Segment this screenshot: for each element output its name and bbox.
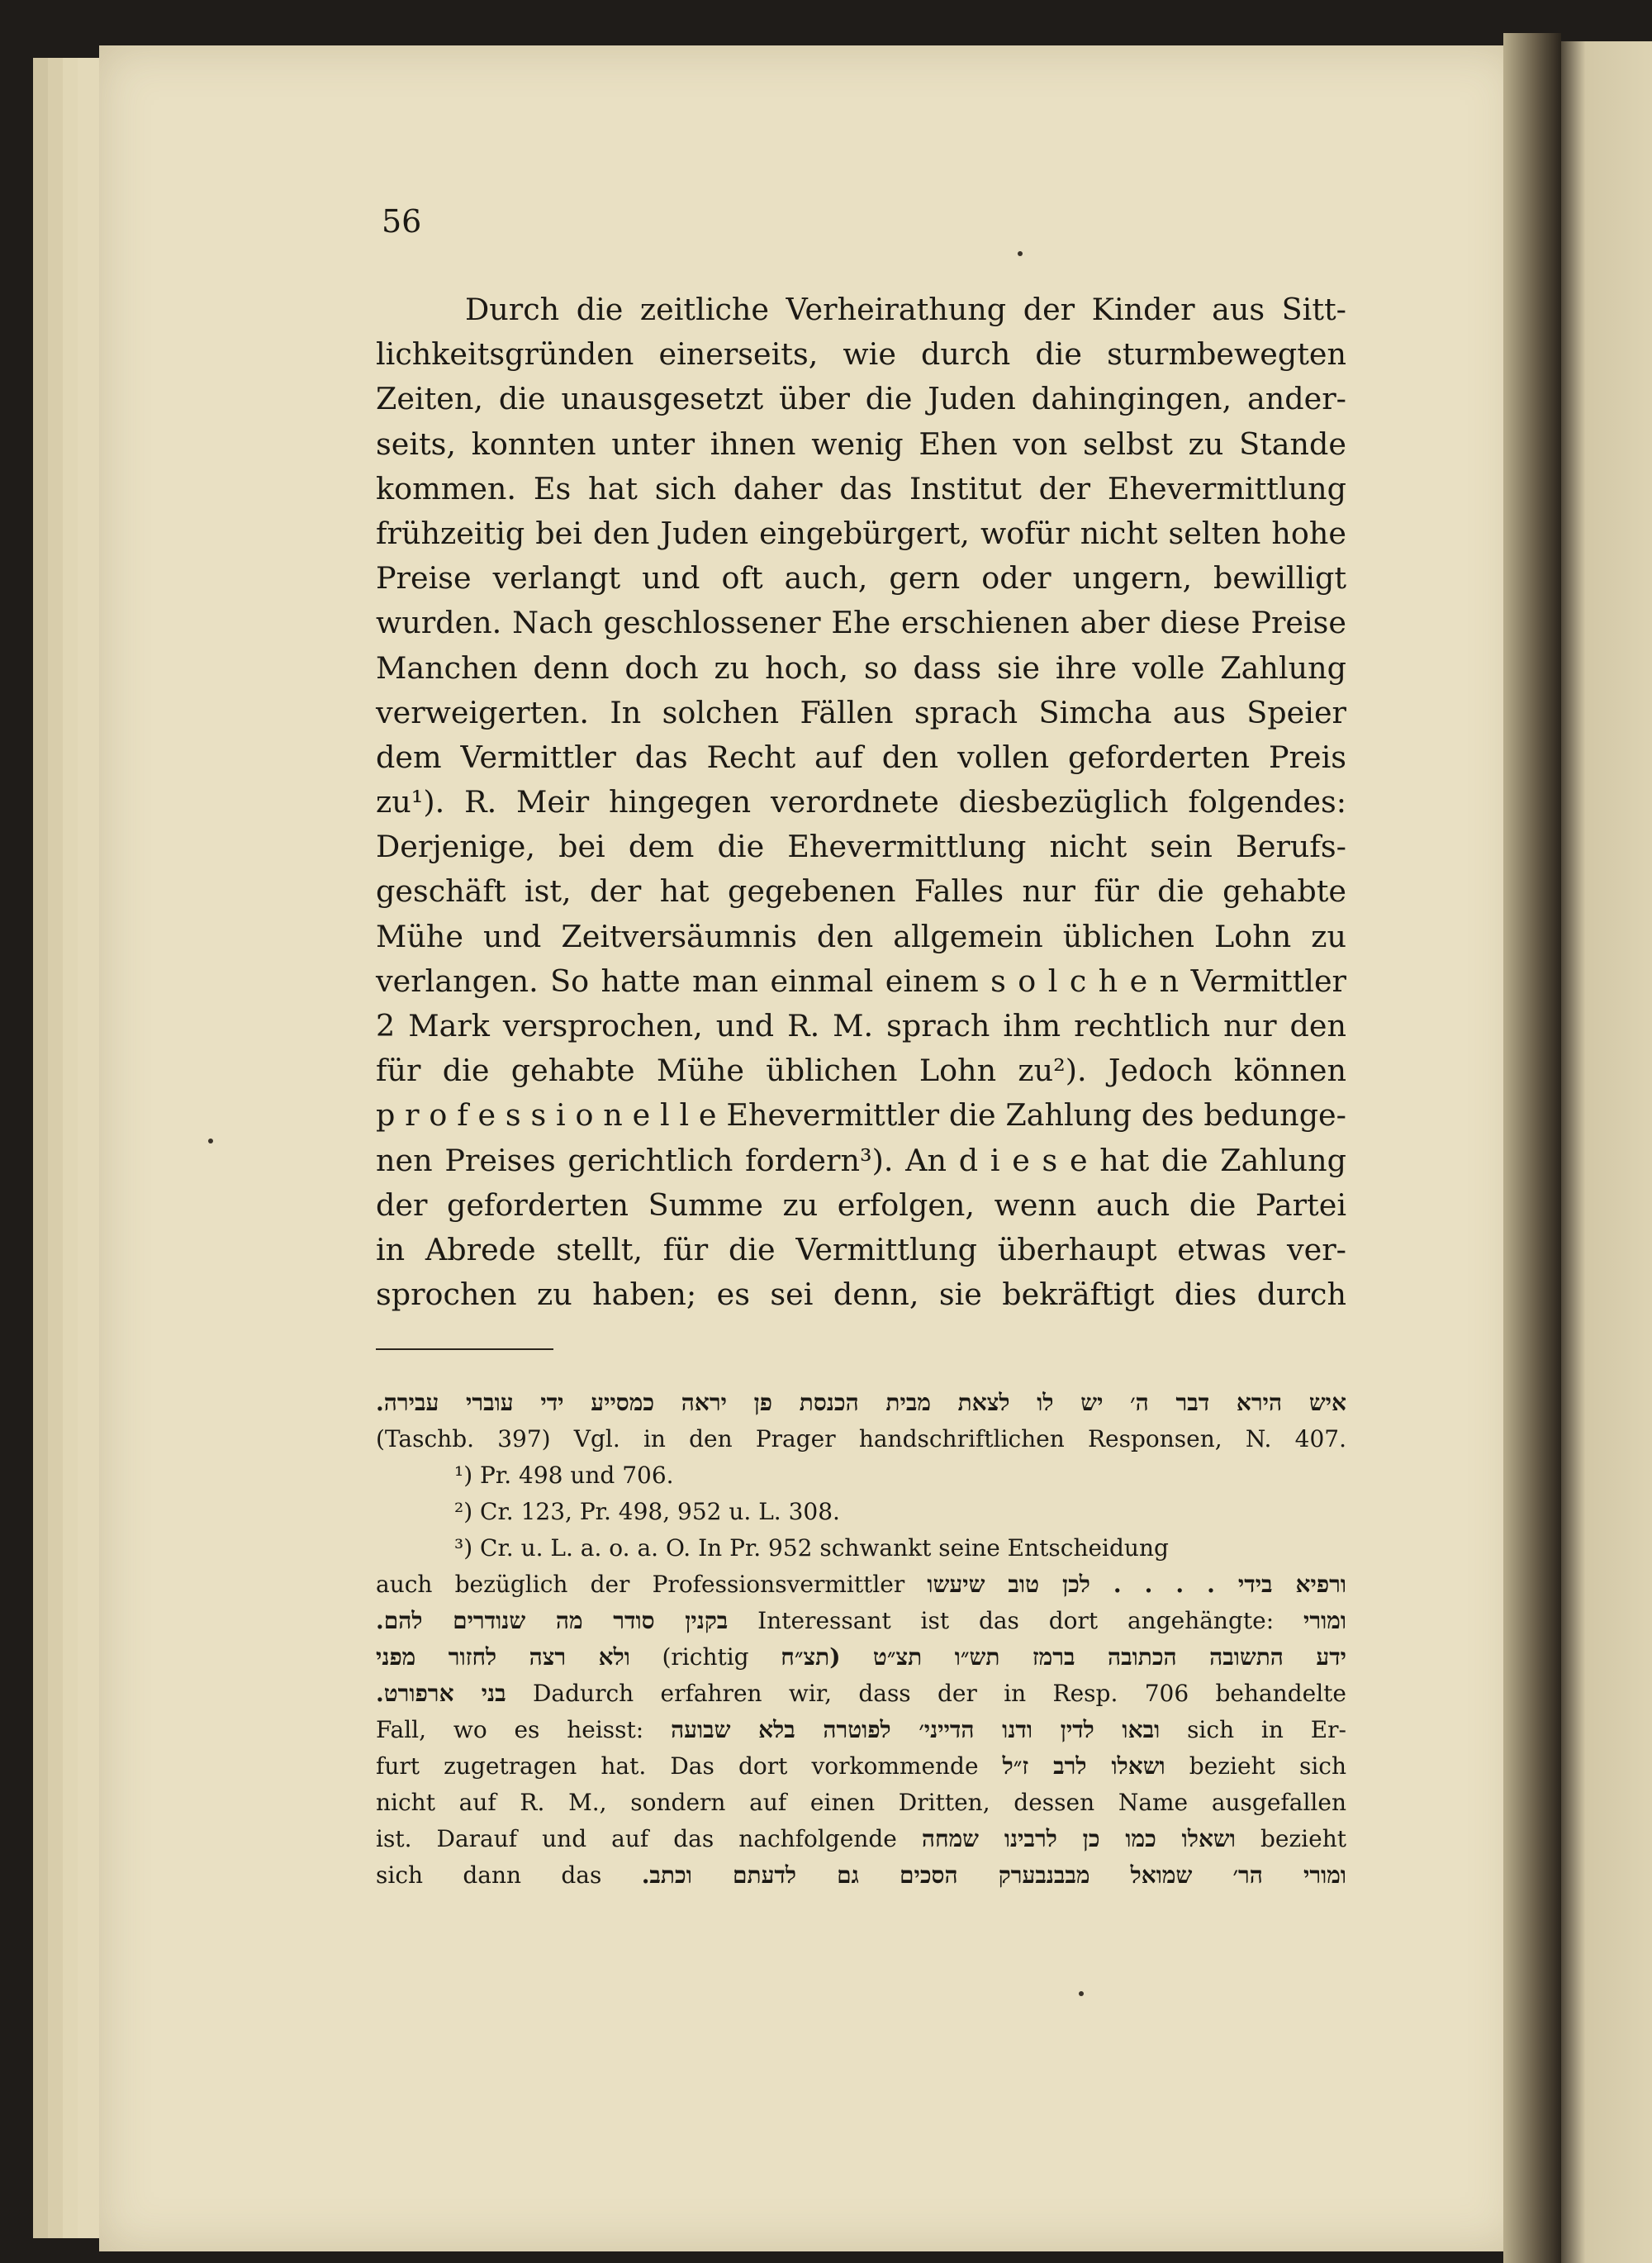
hebrew-text: ולא רצה לחזור מפני: [376, 1643, 630, 1671]
footnote-line: [376, 1821, 1346, 1857]
german-text: ist. Darauf und auf das nachfolgende: [376, 1825, 897, 1852]
footnote-line: [376, 1603, 1346, 1639]
text-line: frühzeitig bei den Juden eingebürgert, wofür nicht selten hohe: [376, 515, 1346, 551]
german-text: (richtig: [662, 1643, 749, 1671]
footnote-line: [376, 1567, 1346, 1603]
hebrew-text: בקנין סודר מה שנודרים להם.: [376, 1607, 729, 1634]
footnote-3: ³) Cr. u. L. a. o. a. O. In Pr. 952 schwankt seine Entscheidung: [454, 1534, 1169, 1562]
footnote-line: [376, 1748, 1346, 1785]
german-text: auch bezüglich der Professionsvermittler: [376, 1571, 905, 1598]
german-text: sich dann das: [376, 1861, 602, 1889]
hebrew-text: ומורי הר׳ שמואל מבבנבערק הסכים גם לדעתם וכתב.: [641, 1861, 1347, 1889]
text-line: der geforderten Summe zu erfolgen, wenn auch die Partei: [376, 1186, 1346, 1223]
hebrew-text: בני ארפורט.: [376, 1680, 506, 1707]
text-line: Manchen denn doch zu hoch, so dass sie ihre volle Zahlung: [376, 649, 1346, 686]
print-speck: [208, 1139, 213, 1143]
hebrew-text: ורפיא בידי . . . . לכן טוב שיעשו: [927, 1571, 1346, 1598]
text-line: p r o f e s s i o n e l l e Ehevermittler die Zahlung des bedunge-: [376, 1097, 1346, 1134]
footnote-line: [376, 1712, 1346, 1748]
footnote-line: [376, 1639, 1346, 1676]
text-line: sprochen zu haben; es sei denn, sie bekräftigt dies durch: [376, 1277, 1346, 1313]
german-text: furt zugetragen hat. Das dort vorkommende: [376, 1752, 979, 1780]
text-line: für die gehabte Mühe üblichen Lohn zu²). Jedoch können: [376, 1053, 1346, 1089]
hebrew-text: ושאלו לרב ז״ל: [1002, 1752, 1165, 1780]
page-number: 56: [382, 203, 422, 240]
text-line: kommen. Es hat sich daher das Institut der Ehevermittlung: [376, 470, 1346, 506]
german-text: Fall, wo es heisst:: [376, 1716, 644, 1743]
text-line: lichkeitsgründen einerseits, wie durch die sturmbewegten: [376, 336, 1346, 373]
text-line: nen Preises gerichtlich fordern³). An d i e s e hat die Zahlung: [376, 1142, 1346, 1178]
hebrew-text: ובאו לדין ודנו הדייני׳ לפוטרה בלא שבועה: [671, 1716, 1161, 1743]
text-line: geschäft ist, der hat gegebenen Falles nur für die gehabte: [376, 873, 1346, 910]
text-line: 2 Mark versprochen, und R. M. sprach ihm rechtlich nur den: [376, 1008, 1346, 1044]
text-line: Mühe und Zeitversäumnis den allgemein üblichen Lohn zu: [376, 918, 1346, 954]
text-line: wurden. Nach geschlossener Ehe erschienen aber diese Preise: [376, 605, 1346, 641]
text-line: verlangen. So hatte man einmal einem s o l c h e n Vermittler: [376, 963, 1346, 999]
footnote-line: (Taschb. 397) Vgl. in den Prager handschriftlichen Responsen, N. 407.: [376, 1425, 1346, 1452]
german-text: bezieht sich: [1189, 1752, 1346, 1780]
text-line: seits, konnten unter ihnen wenig Ehen von selbst zu Stande: [376, 426, 1346, 462]
hebrew-text: ומורי: [1303, 1607, 1347, 1634]
hebrew-quote-line: איש הירא דבר ה׳ יש לו לצאת מבית הכנסת פן יראה כמסייע ידי עוברי עבירה.: [376, 1389, 1346, 1416]
book-gutter: [1503, 33, 1561, 2263]
text-line: zu¹). R. Meir hingegen verordnete diesbezüglich folgendes:: [376, 784, 1346, 820]
text-line: Preise verlangt und oft auch, gern oder ungern, bewilligt: [376, 560, 1346, 597]
footnote-line: [376, 1676, 1346, 1712]
footnote-rule: [376, 1348, 553, 1350]
text-line: Zeiten, die unausgesetzt über die Juden dahingingen, ander-: [376, 381, 1346, 417]
print-speck: [1018, 251, 1023, 256]
footnotes: [376, 1385, 1346, 1894]
footnote-1: ¹) Pr. 498 und 706.: [454, 1462, 674, 1489]
text-line: in Abrede stellt, für die Vermittlung überhaupt etwas ver-: [376, 1231, 1346, 1267]
text-line: Durch die zeitliche Verheirathung der Kinder aus Sitt-: [465, 292, 1346, 327]
text-line: dem Vermittler das Recht auf den vollen geforderten Preis: [376, 739, 1346, 775]
german-text: Dadurch erfahren wir, dass der in Resp. 706 behandelte: [532, 1680, 1346, 1707]
german-text: bezieht: [1260, 1825, 1346, 1852]
hebrew-text: ושאלו כמו כן לרבינו שמחה: [921, 1825, 1236, 1852]
text-line: Derjenige, bei dem die Ehevermittlung nicht sein Berufs-: [376, 829, 1346, 865]
main-text: [376, 288, 1346, 1317]
footnote-line: nicht auf R. M., sondern auf einen Dritten, dessen Name ausgefallen: [376, 1789, 1346, 1816]
german-text: Interessant ist das dort angehängte:: [757, 1607, 1275, 1634]
german-text: sich in Er-: [1187, 1716, 1347, 1743]
footnote-line: [376, 1857, 1346, 1894]
next-page-edge: [1557, 41, 1652, 2263]
hebrew-text: ידע התשובה הכתובה ברמז תש״ו תצ״ט (תצ״ח: [781, 1643, 1346, 1671]
text-line: verweigerten. In solchen Fällen sprach Simcha aus Speier: [376, 694, 1346, 730]
footnote-2: ²) Cr. 123, Pr. 498, 952 u. L. 308.: [454, 1498, 840, 1525]
print-speck: [1079, 1991, 1084, 1996]
